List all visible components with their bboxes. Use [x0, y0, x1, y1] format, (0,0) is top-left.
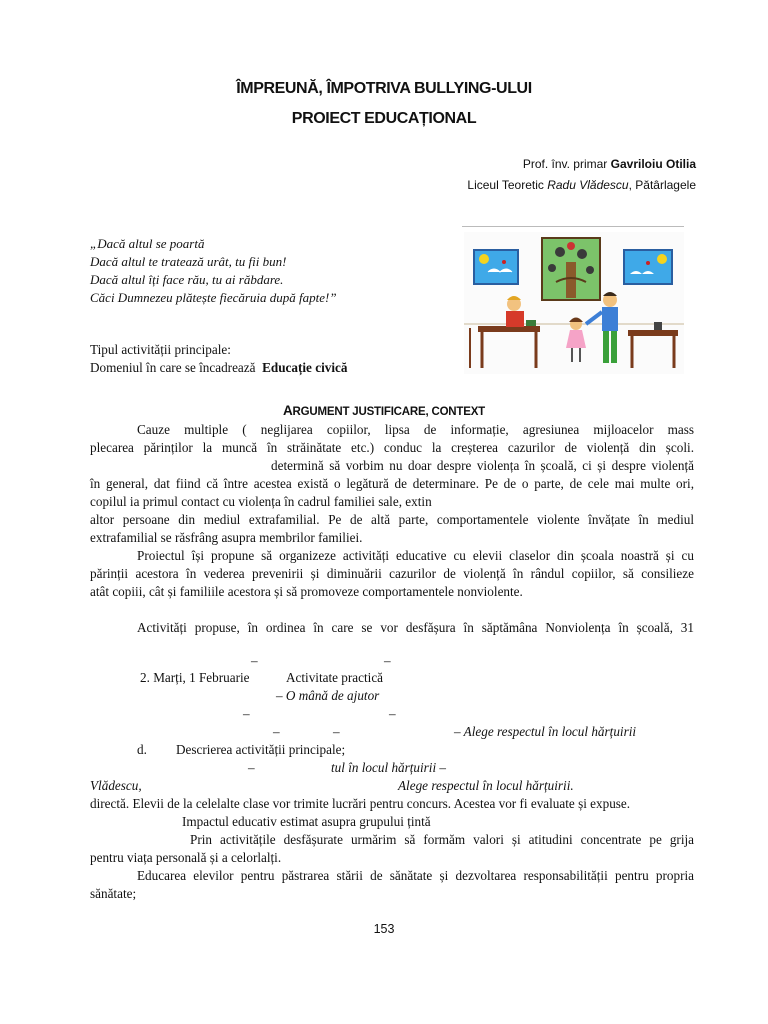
paragraph-line: părinții acestora în vederea prevenirii și diminuării cazurilor de violență în rândul copiilor, să consilieze [90, 566, 694, 581]
heading-rest: RGUMENT JUSTIFICARE, CONTEXT [292, 406, 486, 418]
section-heading [0, 403, 768, 418]
paragraph-line: pentru viața personală și a celorlalți. [90, 850, 282, 865]
paragraph-line: în general, dat fiind că între acestea există o legătură de determinare. Pe de o parte, de cele mai multe ori, [90, 476, 694, 491]
heading-first-letter: A [282, 403, 293, 418]
fragment-hartuirii: tul în locul hărțuirii – [331, 760, 447, 775]
school-suffix: , Pătârlagele [628, 178, 696, 192]
poem-line: „Dacă altul se poartă [90, 236, 205, 251]
paragraph-line: sănătate; [90, 886, 137, 901]
dash-fragment: – [251, 653, 258, 668]
paragraph-line: extrafamilial se răsfrâng asupra membrilor familiei. [90, 530, 363, 545]
paragraph-line: directă. Elevii de la celelalte clase vor trimite lucrări pentru concurs. Acestea vor fi evaluate și expuse. [90, 796, 631, 811]
poem-line: Dacă altul te tratează urât, tu fii bun! [90, 254, 287, 269]
dash-fragment: – [248, 760, 255, 775]
poem-line: Căci Dumnezeu plătește fiecăruia după fapte!” [90, 290, 337, 305]
fragment-alege: Alege respectul în locul hărțuirii. [398, 778, 574, 793]
impact-heading: Impactul educativ estimat asupra grupului țintă [182, 814, 431, 829]
activity-type-label: Tipul activității principale: [90, 342, 231, 357]
item2-date: 2. Marți, 1 Februarie [140, 670, 250, 685]
paragraph-line: Educarea elevilor pentru păstrarea stării de sănătate și dezvoltarea responsabilității pentru propria [137, 868, 694, 883]
page-title: ÎMPREUNĂ, ÎMPOTRIVA BULLYING-ULUI [236, 80, 532, 97]
paragraph-line: Proiectul își propune să organizeze activități educative cu elevii claselor din școala noastră și cu [137, 548, 694, 563]
dash-fragment: – [273, 724, 280, 739]
paragraph-line: atât copiii, cât și familiile acestora și să promoveze comportamentele nonviolente. [90, 584, 523, 599]
item2-title: – O mână de ajutor [276, 688, 380, 703]
dash-fragment: – [384, 653, 391, 668]
author-line [523, 157, 696, 171]
item-d-label: d. [137, 742, 147, 757]
children-drawing-illustration [464, 232, 684, 374]
school-line [467, 178, 696, 192]
paragraph-line: determină să vorbim nu doar despre violența în școală, ci și despre violență [271, 458, 694, 473]
paragraph-line: Activități propuse, în ordinea în care se vor desfășura în săptămâna Nonviolența în școală, 31 [137, 620, 694, 635]
activity-domain-line [90, 360, 347, 376]
page-number: 153 [373, 922, 395, 936]
item-d-text: Descrierea activității principale; [176, 742, 346, 757]
domain-label: Domeniul în care se încadrează [90, 360, 256, 375]
header-divider [462, 226, 684, 227]
dash-fragment: – [243, 706, 250, 721]
page-subtitle: PROIECT EDUCAȚIONAL [291, 110, 477, 127]
school-name: Radu Vlădescu [547, 178, 629, 192]
paragraph-line: copilul ia primul contact cu violența în cadrul familiei sale, extin [90, 494, 432, 509]
paragraph-line: altor persoane din mediul extrafamilial. Pe de altă parte, comportamentele violente învățate în mediul [90, 512, 694, 527]
paragraph-line: Prin activitățile desfășurate urmărim să formăm valori și atitudini concentrate pe grija [190, 832, 694, 847]
item3-title: – Alege respectul în locul hărțuirii [454, 724, 637, 739]
dash-fragment: – [333, 724, 340, 739]
fragment-vladescu: Vlădescu, [90, 778, 142, 793]
item2-type: Activitate practică [286, 670, 384, 685]
author-role: Prof. înv. primar [522, 157, 611, 171]
dash-fragment: – [389, 706, 396, 721]
paragraph-line: plecarea părinților la muncă în străinătate etc.) conduc la creșterea cazurilor de violență din școli. [90, 440, 694, 455]
paragraph-line: Cauze multiple ( neglijarea copiilor, lipsa de informație, agresiunea mijloacelor mass [137, 422, 694, 437]
poem-line: Dacă altul îți face rău, tu ai răbdare. [90, 272, 284, 287]
domain-value: Educație civică [262, 360, 348, 375]
school-prefix: Liceul Teoretic [467, 178, 548, 192]
author-name: Gavriloiu Otilia [610, 157, 696, 171]
